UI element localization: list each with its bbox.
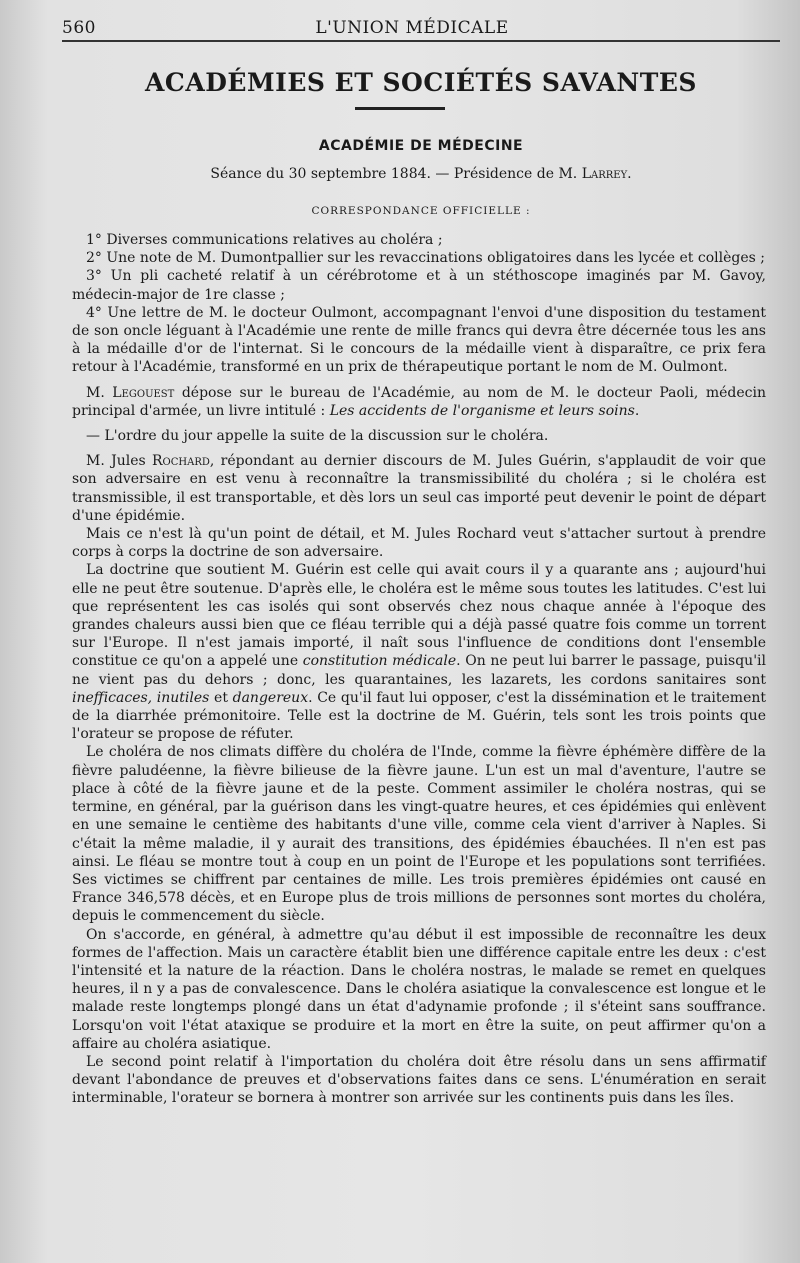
text-run: . <box>634 402 640 419</box>
list-item: 4° Une lettre de M. le docteur Oulmont, accompagnant l'envoi d'une disposition du testament de son oncle léguant à l'Académie une rente de mille francs qui devra être décernée tous les ans à la médaille d'or de l'internat. Si le concours de la médaille vient à disparaître, ce prix fera retour à l'Académie, transformé en un prix de thérapeutique portant le nom de M. Oulmont. <box>72 304 766 376</box>
emphasis: inefficaces, inutiles <box>72 689 210 706</box>
list-item: 1° Diverses communications relatives au choléra ; <box>86 232 443 248</box>
header-rule <box>62 40 780 42</box>
section-title: ACADÉMIES ET SOCIÉTÉS SAVANTES <box>145 68 697 97</box>
paragraph-legouest <box>72 384 766 420</box>
list-item: 2° Une note de M. Dumontpallier sur les revaccinations obligatoires dans les lycée et collèges ; <box>86 250 765 267</box>
book-title: Les accidents de l'organisme et leurs soins <box>329 402 635 419</box>
paragraph-ordre: — L'ordre du jour appelle la suite de la discussion sur le choléra. <box>86 428 549 445</box>
emphasis: dangereux <box>232 689 309 706</box>
running-head <box>62 12 762 42</box>
paragraph-second: Le second point relatif à l'importation du choléra doit être résolu dans un sens affirmatif devant l'abondance de preuves et d'observations faites dans ce sens. L'énumération en serait interminable, l'orateur se bornera à montrer son arrivée sur les continents puis dans les îles. <box>72 1053 766 1107</box>
correspondance-heading: CORRESPONDANCE OFFICIELLE : <box>311 205 531 217</box>
paragraph-inde: Le choléra de nos climats diffère du choléra de l'Inde, comme la fièvre éphémère diffère de la fièvre paludéenne, la fièvre bilieuse de la fièvre jaune. L'un est un mal d'aventure, l'autre se place à côté de la fièvre jaune et de la peste. Comment assimiler le choléra nostras, qui se termine, en général, par la guérison dans les vingt-quatre heures, et ces épidémies qui enlèvent en une semaine le centième des habitants d'une ville, comme cela vient d'arriver à Naples. Si c'était la même maladie, il y aurait des transitions, des épidémies ébauchées. Il n'en est pas ainsi. Le fléau se montre tout à coup en un point de l'Europe et les populations sont terrifiées. Ses victimes se chiffrent par centaines de mille. Les trois premières épidémies ont causé en France 346,578 décès, et en Europe plus de trois millions de personnes sont mortes du choléra, depuis le commencement du siècle. <box>72 744 766 925</box>
text-run: dépose sur le bureau de l'Académie, au nom de M. le docteur Paoli, médecin principal d'armée, un livre intitulé : <box>72 384 766 419</box>
title-rule <box>355 107 445 110</box>
session-line <box>62 166 780 182</box>
text-run: . Ce qu'il faut lui opposer, c'est la dissémination et le traitement de la diarrhée prémonitoire. Telle est la doctrine de M. Guérin, tels sont les trois points que l'orateur se propose de réfuter. <box>72 689 767 743</box>
speaker-name: Legouest <box>112 384 175 401</box>
session-end: . <box>627 166 632 182</box>
text-run: M. <box>86 384 113 401</box>
paragraph-rochard <box>72 452 766 525</box>
session-president: Larrey <box>581 166 628 182</box>
paragraph-doctrine <box>72 561 766 743</box>
text-run: La doctrine que soutient M. Guérin est celle qui avait cours il y a quarante ans ; aujourd'hui elle ne peut être soutenue. D'après elle, le choléra est le même sous toutes les latitudes. C'est lui que représentent les cas isolés qui sont observés chez nous chaque année à l'époque des grandes chaleurs aussi bien que ce fléau terrible qui a déjà passé quatre fois comme un torrent sur l'Europe. Il n'est jamais importé, il naît sous l'influence de conditions dont l'ensemble constitue ce qu'on a appelé une <box>72 562 766 670</box>
academy-heading: ACADÉMIE DE MÉDECINE <box>318 138 524 154</box>
text-run: , répondant au dernier discours de M. Jules Guérin, s'applaudit de voir que son adversaire en est venu à reconnaître la transmissibilité du choléra ; si le choléra est transmissible, il est transportable, et dès lors un seul cas importé peut devenir le point de départ d'une épidémie. <box>72 453 766 524</box>
speaker-name: Rochard <box>152 453 210 470</box>
journal-title: L'UNION MÉDICALE <box>315 18 509 38</box>
page-number: 560 <box>62 18 96 38</box>
text-run: et <box>209 689 233 706</box>
emphasis: constitution médicale <box>302 653 457 670</box>
article-body <box>72 231 766 1108</box>
text-run: M. Jules <box>86 453 152 470</box>
paragraph-accord: On s'accorde, en général, à admettre qu'au début il est impossible de reconnaître les deux formes de l'affection. Mais un caractère établit bien une différence capitale entre les deux : c'est l'intensité et la nature de la réaction. Dans le choléra nostras, le malade se remet en quelques heures, il n y a pas de convalescence. Dans le choléra asiatique la convalescence est longue et le malade reste longtemps plongé dans un état d'adynamie profonde ; il s'éteint sans souffrance. Lorsqu'on voit l'état ataxique se produire et la mort en être la suite, on peut affirmer qu'on a affaire au choléra asiatique. <box>72 926 766 1052</box>
session-text: Séance du 30 septembre 1884. — Présidence de M. <box>210 166 582 182</box>
text-run: . On ne peut lui barrer le passage, puisqu'il ne vient pas du dehors ; donc, les quarantaines, les lazarets, les cordons sanitaires sont <box>72 653 766 688</box>
paragraph-detail: Mais ce n'est là qu'un point de détail, et M. Jules Rochard veut s'attacher surtout à prendre corps à corps la doctrine de son adversaire. <box>72 526 766 561</box>
list-item: 3° Un pli cacheté relatif à un cérébrotome et à un stéthoscope imaginés par M. Gavoy, médecin-major de 1re classe ; <box>72 268 766 303</box>
